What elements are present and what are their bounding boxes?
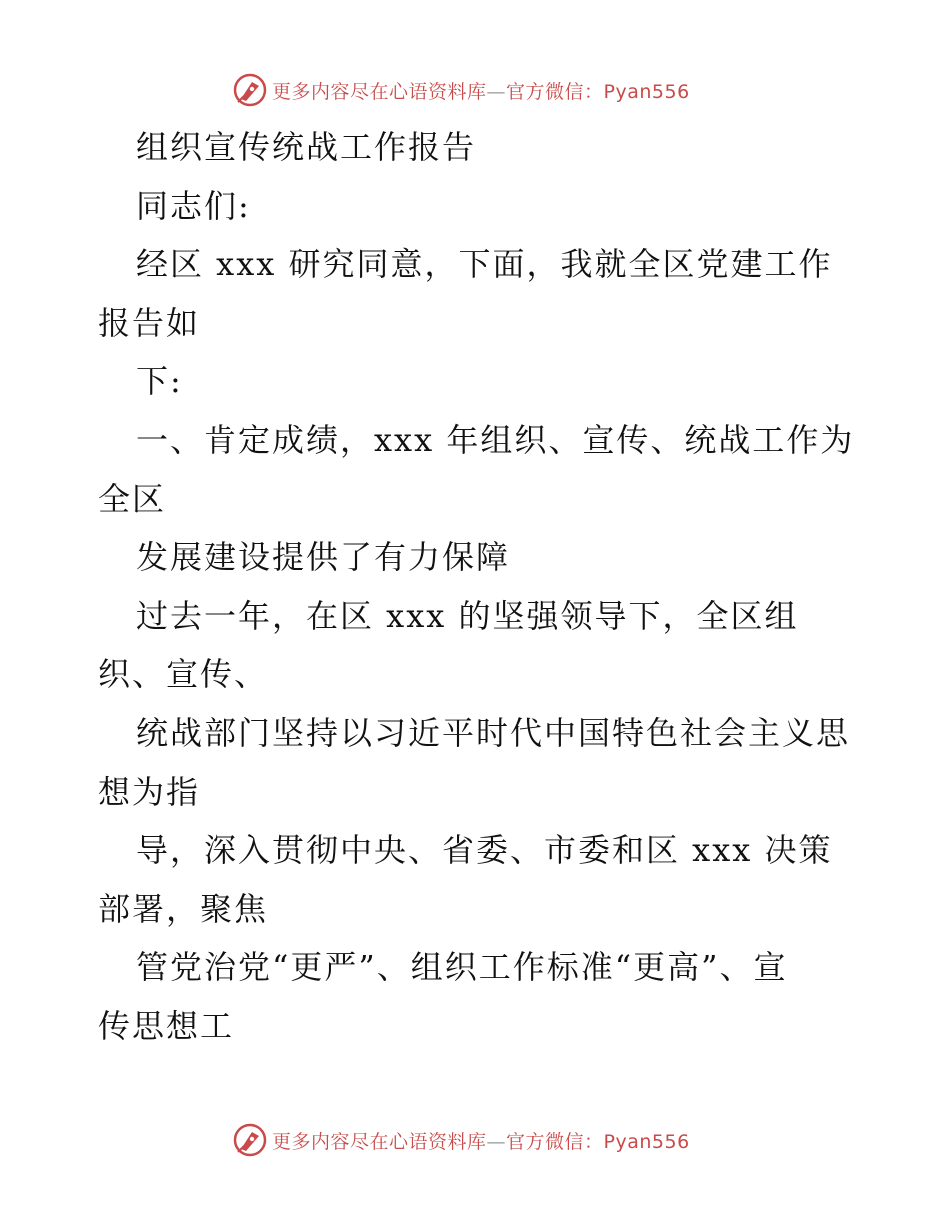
watermark-wechat-label: 官方微信： [506,80,604,103]
document-line: 管党治党“更严”、组织工作标准“更高”、宣 [136,948,788,987]
document-line: 统战部门坚持以习近平时代中国特色社会主义思 [136,713,851,752]
watermark-separator: — [486,1130,507,1153]
footer-watermark [232,1120,752,1160]
watermark-wechat-id: Pyan556 [603,80,690,103]
watermark-slogan: 更多内容尽在心语资料库 [272,1130,487,1153]
document-body [98,118,858,1056]
document-line: 过去一年，在区 xxx 的坚强领导下，全区组 [136,596,799,635]
document-line: 下: [136,362,183,401]
pen-nib-logo-icon [232,72,268,108]
document-line: 传思想工 [98,1006,235,1045]
watermark-text [272,1127,690,1154]
document-line: 导，深入贯彻中央、省委、市委和区 xxx 决策 [136,831,833,870]
document-line: 全区 [98,479,167,518]
watermark-wechat-id: Pyan556 [603,1130,690,1153]
document-line: 组织宣传统战工作报告 [136,128,477,166]
document-line: 同志们: [136,186,251,225]
document-line: 经区 xxx 研究同意，下面，我就全区党建工作 [136,245,833,284]
header-watermark [232,70,752,110]
watermark-slogan: 更多内容尽在心语资料库 [272,80,487,103]
pen-nib-logo-icon [232,1122,268,1158]
document-line: 报告如 [98,303,201,342]
document-line: 想为指 [98,772,201,811]
document-line: 一、肯定成绩，xxx 年组织、宣传、统战工作为 [136,420,855,459]
watermark-wechat-label: 官方微信： [506,1130,604,1153]
watermark-separator: — [486,80,507,103]
document-line: 织、宣传、 [98,655,269,694]
document-line: 发展建设提供了有力保障 [136,538,511,577]
watermark-text [272,77,690,104]
document-line: 部署，聚焦 [98,889,269,928]
